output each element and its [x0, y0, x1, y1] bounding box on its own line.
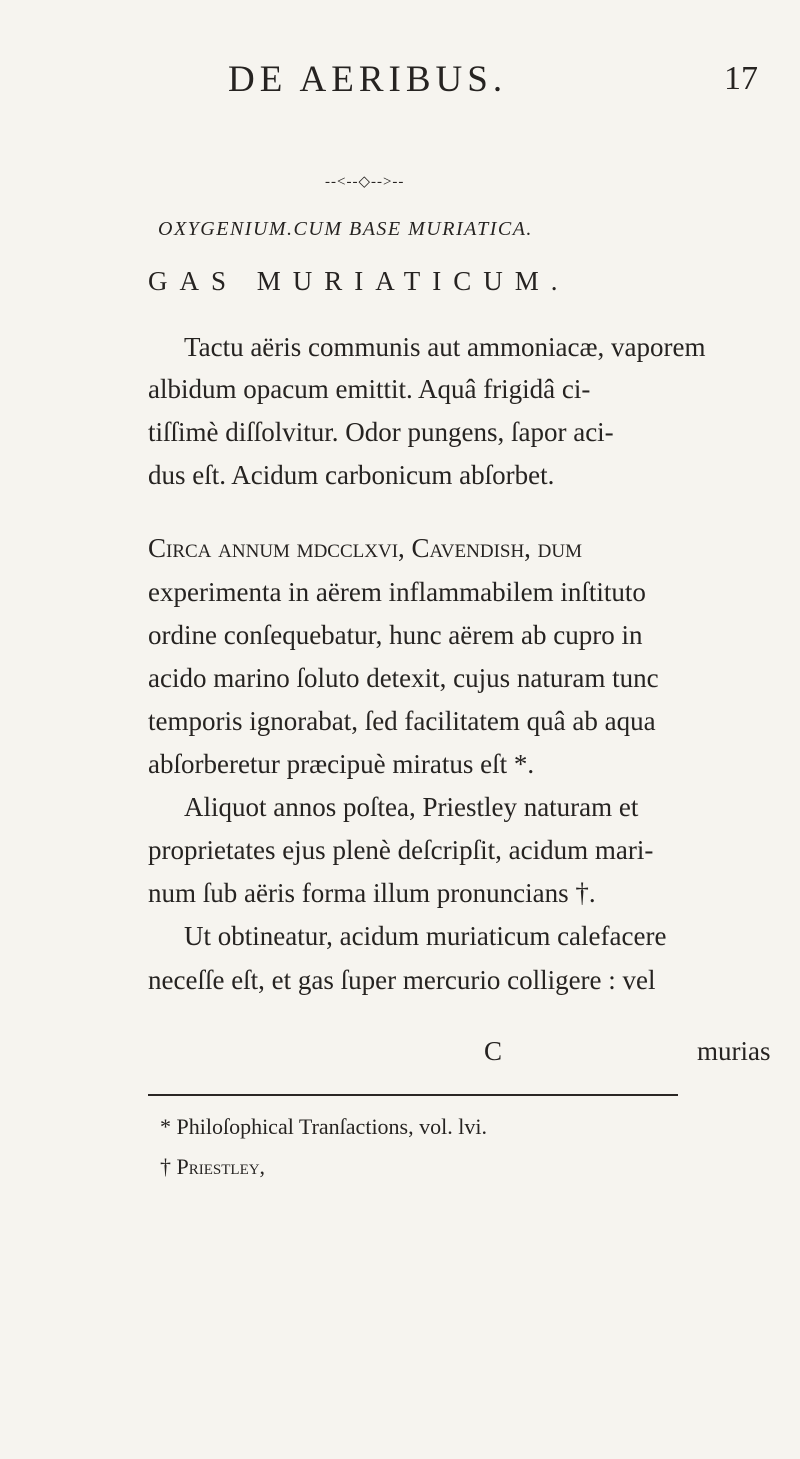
- paragraph-3-line-2: proprietates ejus plenè deſcripſit, acidum mari-: [148, 835, 654, 865]
- signature-mark: C: [484, 1036, 503, 1066]
- formula-heading: OXYGENIUM.CUM BASE MURIATICA.: [158, 218, 533, 240]
- page-number: 17: [724, 60, 758, 97]
- paragraph-2-line-4: acido marino ſoluto detexit, cujus naturam tunc: [148, 663, 659, 693]
- footnote-rule: [148, 1094, 678, 1096]
- footnote-2: † Priestley,: [160, 1154, 266, 1179]
- ornament: --<--◇-->--: [325, 174, 405, 190]
- paragraph-1-line-1: Tactu aëris communis aut ammoniacæ, vaporem: [184, 332, 706, 362]
- paragraph-1-line-3: tiſſimè diſſolvitur. Odor pungens, ſapor aci-: [148, 417, 614, 447]
- section-title: GAS MURIATICUM.: [148, 266, 570, 296]
- paragraph-3-line-1: Aliquot annos poſtea, Priestley naturam et: [184, 792, 639, 822]
- paragraph-4-line-2: neceſſe eſt, et gas ſuper mercurio colligere : vel: [148, 965, 656, 995]
- running-head: DE AERIBUS.: [228, 59, 508, 100]
- paragraph-2-line-3: ordine conſequebatur, hunc aërem ab cupro in: [148, 620, 643, 650]
- paragraph-2-line-6: abſorberetur præcipuè miratus eſt *.: [148, 749, 535, 779]
- catchword: murias: [697, 1036, 771, 1066]
- paragraph-4-line-1: Ut obtineatur, acidum muriaticum calefacere: [184, 921, 667, 951]
- paragraph-1-line-2: albidum opacum emittit. Aquâ frigidâ ci-: [148, 374, 591, 404]
- paragraph-2-line-1: Circa annum mdcclxvi, Cavendish, dum: [148, 533, 583, 563]
- paragraph-1-line-4: dus eſt. Acidum carbonicum abſorbet.: [148, 460, 555, 490]
- paragraph-2-line-5: temporis ignorabat, ſed facilitatem quâ ab aqua: [148, 706, 656, 736]
- footnote-1: * Philoſophical Tranſactions, vol. lvi.: [160, 1114, 487, 1139]
- paragraph-2-line-2: experimenta in aërem inflammabilem inſtituto: [148, 577, 646, 607]
- paragraph-3-line-3: num ſub aëris forma illum pronuncians †.: [148, 878, 596, 908]
